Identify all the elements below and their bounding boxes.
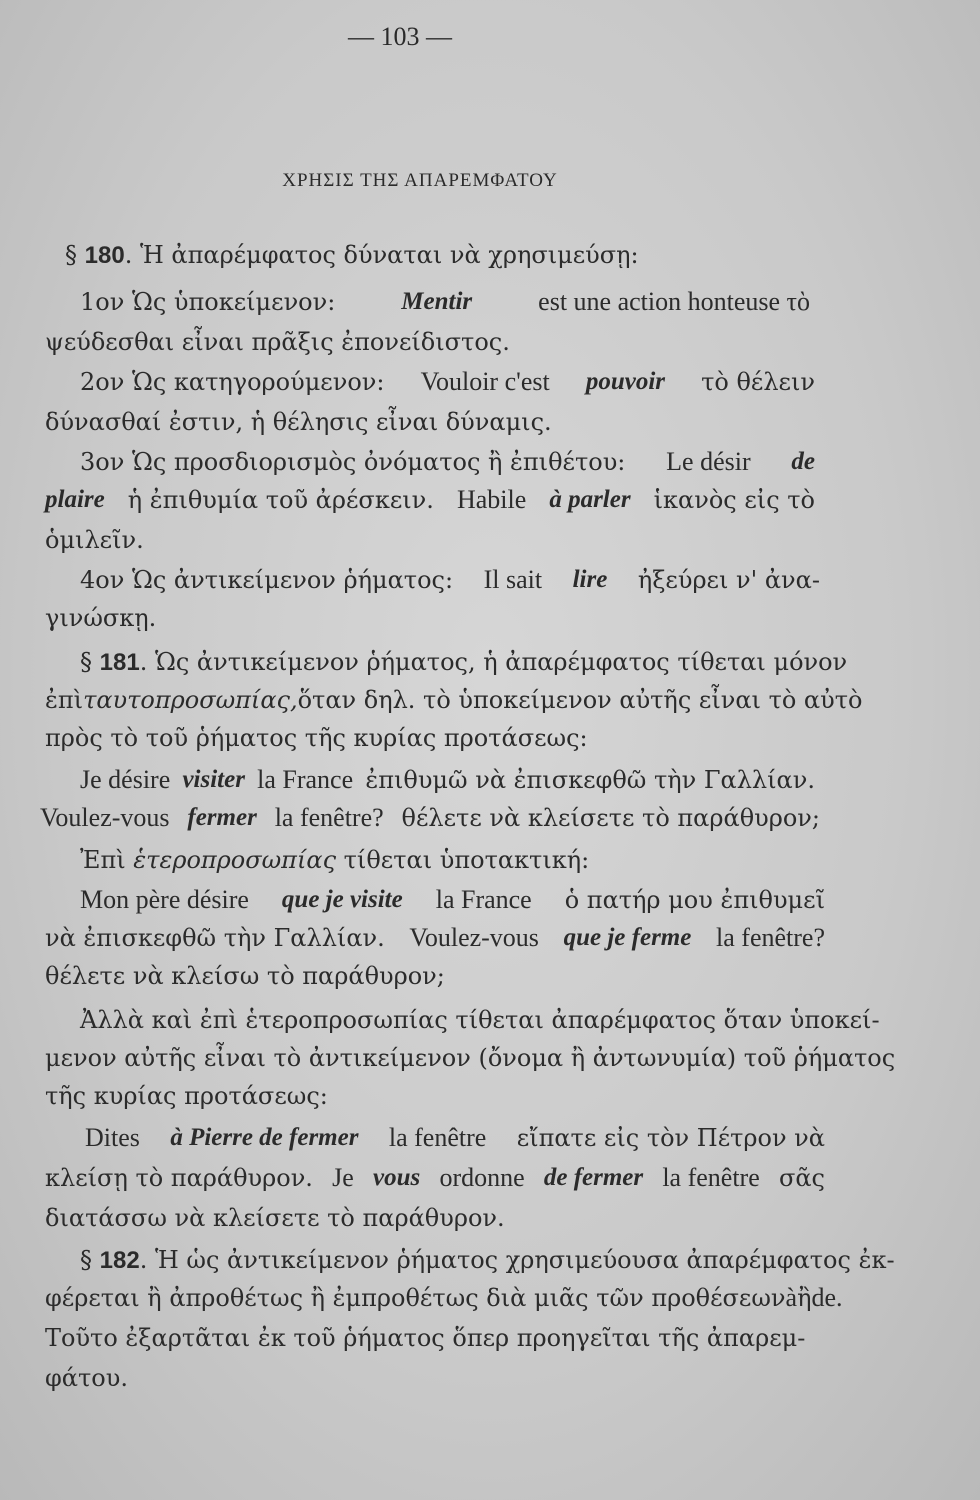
example: la France (435, 885, 532, 914)
example: plaire (45, 486, 105, 513)
text: est une action honteuse τὸ (538, 287, 810, 316)
term: ταυτοπροσωπίας, (83, 686, 298, 714)
example: que je visite (281, 886, 403, 913)
paragraph-181-line-11: μενον αὐτῆς εἶναι τὸ ἀντικείμενον (ὄνομα ἢ ἀντωνυμία) τοῦ ῥήματος (45, 1044, 896, 1072)
paragraph-181-line-5 (40, 798, 820, 838)
example: vous (373, 1164, 421, 1191)
paragraph-180-line-8: ὁμιλεῖν. (45, 526, 144, 554)
example: Vouloir c'est (420, 367, 550, 396)
example: de (791, 448, 815, 475)
section-number: 182 (99, 1247, 140, 1274)
paragraph-181-line-15: διατάσσω νὰ κλείσετε τὸ παράθυρον. (45, 1204, 505, 1232)
paragraph-181-line-13 (85, 1118, 825, 1158)
example: de fermer (543, 1164, 644, 1191)
example: fermer (187, 804, 257, 831)
example: la fenêtre (662, 1163, 760, 1192)
example: Voulez-vous (409, 923, 539, 952)
paragraph-181-line-9: θέλετε νὰ κλείσω τὸ παράθυρον; (45, 962, 445, 990)
example: la fenêtre? (274, 803, 384, 832)
example: la fenêtre? (716, 923, 825, 952)
paragraph-182-line-4: φάτου. (45, 1364, 128, 1392)
text: ἐπὶ (45, 686, 84, 714)
section-mark: § (80, 1246, 100, 1274)
paragraph-182-line-2 (45, 1278, 843, 1318)
text: θέλετε νὰ κλείσετε τὸ παράθυρον; (401, 804, 820, 832)
example: lire (572, 566, 608, 593)
paragraph-181-line-6 (80, 840, 865, 880)
paragraph-182-line-1 (80, 1240, 895, 1281)
text: 4ον Ὡς ἀντικείμενον ῥήματος: (80, 566, 454, 594)
text: φέρεται ἢ ἀπροθέτως ἢ ἐμπροθέτως διὰ μιᾶς τῶν προθέσεων (45, 1284, 786, 1312)
paragraph-180-line-4 (80, 362, 815, 402)
paragraph-181-line-4 (80, 760, 815, 800)
text: τὸ θέλειν (701, 368, 815, 396)
example: pouvoir (585, 368, 665, 395)
paragraph-181-line-14 (45, 1158, 825, 1198)
example: Le désir (666, 447, 751, 476)
example: Dites (85, 1123, 140, 1152)
example: Je désire (80, 765, 171, 794)
example: Voulez-vous (40, 803, 170, 832)
example: Mon père désire (80, 885, 249, 914)
example: à parler (549, 486, 631, 513)
paragraph-182-line-3: Τοῦτο ἐξαρτᾶται ἐκ τοῦ ῥήματος ὅπερ προηγεῖται τῆς ἀπαρεμ- (45, 1324, 806, 1352)
example: la France (257, 765, 354, 794)
text: νὰ ἐπισκεφθῶ τὴν Γαλλίαν. (45, 924, 385, 952)
example: Il sait (483, 565, 543, 594)
paragraph-181-line-3: πρὸς τὸ τοῦ ῥήματος τῆς κυρίας προτάσεως: (45, 724, 588, 752)
example: à Pierre de fermer (170, 1124, 359, 1151)
paragraph-180-line-2 (80, 282, 810, 322)
text: κλείσῃ τὸ παράθυρον. (45, 1164, 313, 1192)
text: ἱκανὸς εἰς τὸ (653, 486, 815, 514)
section-mark: § (65, 241, 85, 269)
text: . Ἡ ἀπαρέμφατος δύναται νὰ χρησιμεύσῃ: (124, 241, 639, 269)
text: τίθεται ὑποτακτική: (343, 846, 590, 874)
paragraph-181-line-12: τῆς κυρίας προτάσεως: (45, 1082, 328, 1110)
section-mark: § (80, 648, 100, 676)
text: εἴπατε εἰς τὸν Πέτρον νὰ (516, 1124, 825, 1152)
section-number: 180 (84, 242, 125, 269)
example: que je ferme (563, 924, 692, 951)
example: ordonne (439, 1163, 525, 1192)
term: ἑτεροπροσωπίας (133, 846, 337, 874)
paragraph-181-line-8 (45, 918, 825, 958)
example: la fenêtre (388, 1123, 487, 1152)
section-heading: ΧΡΗΣΙΣ ΤΗΣ ΑΠΑΡΕΜΦΑΤΟΥ (282, 170, 558, 191)
text: ἐπιθυμῶ νὰ ἐπισκεφθῶ τὴν Γαλλίαν. (365, 766, 815, 794)
paragraph-180-line-6 (80, 442, 815, 482)
text: ὅταν δηλ. τὸ ὑποκείμενον αὐτῆς εἶναι τὸ αὐτὸ (297, 686, 863, 714)
paragraph-180-line-5: δύνασθαί ἐστιν, ἡ θέλησις εἶναι δύναμις. (45, 408, 552, 436)
example: Je (332, 1163, 354, 1192)
paragraph-180-line-9 (80, 560, 820, 600)
text: 1ον Ὡς ὑποκείμενον: (80, 288, 336, 316)
text: 2ον Ὡς κατηγορούμενον: (80, 368, 385, 396)
paragraph-181-line-7 (80, 880, 825, 920)
text: ὁ πατήρ μου ἐπιθυμεῖ (564, 886, 825, 914)
text: 3ον Ὡς προσδιορισμὸς ὀνόματος ἢ ἐπιθέτου: (80, 448, 626, 476)
example: de. (811, 1283, 843, 1312)
text: . Ὡς ἀντικείμενον ῥήματος, ἡ ἀπαρέμφατος τίθεται μόνον (139, 648, 848, 676)
example: à (785, 1283, 798, 1312)
page-number: — 103 — (348, 22, 452, 51)
text: ἠξεύρει ν' ἀνα- (637, 566, 820, 594)
text: . Ἡ ὡς ἀντικείμενον ῥήματος χρησιμεύουσα ἀπαρέμφατος ἐκ- (139, 1246, 895, 1274)
example: visiter (182, 766, 245, 793)
paragraph-180-line-3: ψεύδεσθαι εἶναι πρᾶξις ἐπονείδιστος. (45, 328, 510, 356)
paragraph-181-line-1 (80, 642, 865, 683)
text: ἡ ἐπιθυμία τοῦ ἀρέσκειν. (127, 486, 434, 514)
paragraph-180-line-10: γινώσκῃ. (45, 604, 157, 632)
text: ἢ (797, 1284, 812, 1312)
paragraph-180-line-7 (45, 480, 815, 520)
paragraph-180-line-1 (65, 235, 850, 276)
paragraph-181-line-10: Ἀλλὰ καὶ ἐπὶ ἑτεροπροσωπίας τίθεται ἀπαρέμφατος ὅταν ὑποκεί- (80, 1006, 880, 1034)
text: σᾶς (778, 1164, 825, 1192)
text: Ἐπὶ (80, 846, 126, 874)
example: Mentir (401, 288, 473, 315)
example: Habile (456, 485, 527, 514)
paragraph-181-line-2 (45, 680, 863, 720)
section-number: 181 (99, 649, 140, 676)
